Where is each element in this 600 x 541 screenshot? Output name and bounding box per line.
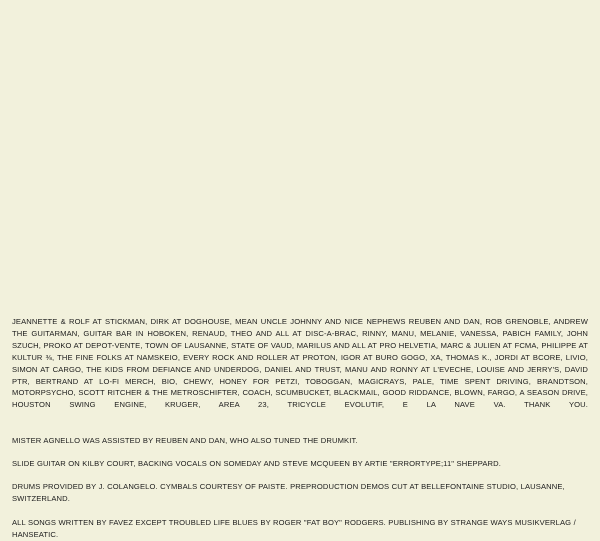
slide-guitar-note-paragraph: SLIDE GUITAR ON KILBY COURT, BACKING VOCALS ON SOMEDAY AND STEVE MCQUEEN BY ARTIE "ERRORTYPE;11" SHEPPARD. — [12, 459, 501, 469]
publishing-note-paragraph: ALL SONGS WRITTEN BY FAVEZ EXCEPT TROUBLED LIFE BLUES BY ROGER "FAT BOY" RODGERS. PUBLISHING BY STRANGE WAYS MUSIKVERLAG / HANSEATIC. — [12, 517, 576, 539]
thanks-list-paragraph: JEANNETTE & ROLF AT STICKMAN, DIRK AT DOGHOUSE, MEAN UNCLE JOHNNY AND NICE NEPHEWS REUBEN AND DAN, ROB GRENOBLE, ANDREW THE GUITARMAN, GUITAR BAR IN HOBOKEN, RENAUD, THEO AND ALL AT DISC-A-BRAC, RINNY, MANU, MELANIE, VANESSA, PABICH FAMILY, JOHN SZUCH, PROKO AT DEPOT-VENTE, TOWN OF LAUSANNE, STATE OF VAUD, MARILUS AND ALL AT PRO HELVETIA, MARC & JULIEN AT FCMA, PHILIPPE AT KULTUR ⅜, THE FINE FOLKS AT NAMSKEIO, EVERY ROCK AND ROLLER AT PROTON, IGOR AT BURO GOGO, XA, THOMAS K., JORDI AT BCORE, LIVIO, SIMON AT CARGO, THE KIDS FROM DEFIANCE AND UNDERDOG, DANIEL AND TRUST, MANU AND RONNY AT L'EVECHE, LOUISE AND JERRY'S, DAVID PTR, BERTRAND AT LO-FI MERCH, BIO, CHEWY, HONEY FOR PETZI, TOBOGGAN, MAGICRAYS, PALE, TIME SPENT DRIVING, BRANDTSON, MOTORPSYCHO, SCOTT RITCHER & THE METROSCHIFTER, COACH, SCUMBUCKET, BLACKMAIL, GOOD RIDDANCE, BLOWN, FARGO, A SEASON DRIVE, HOUSTON SWING ENGINE, KRUGER, AREA 23, TRICYCLE EVOLUTIF, E LA NAVE VA. THANK YOU. — [12, 317, 588, 410]
drumkit-note-paragraph: MISTER AGNELLO WAS ASSISTED BY REUBEN AND DAN, WHO ALSO TUNED THE DRUMKIT. — [12, 435, 358, 445]
drums-note-paragraph: DRUMS PROVIDED BY J. COLANGELO. CYMBALS COURTESY OF PAISTE. PREPRODUCTION DEMOS CUT AT BELLEFONTAINE STUDIO, LAUSANNE, SWITZERLAND. — [12, 482, 565, 504]
credits-block — [12, 316, 588, 541]
